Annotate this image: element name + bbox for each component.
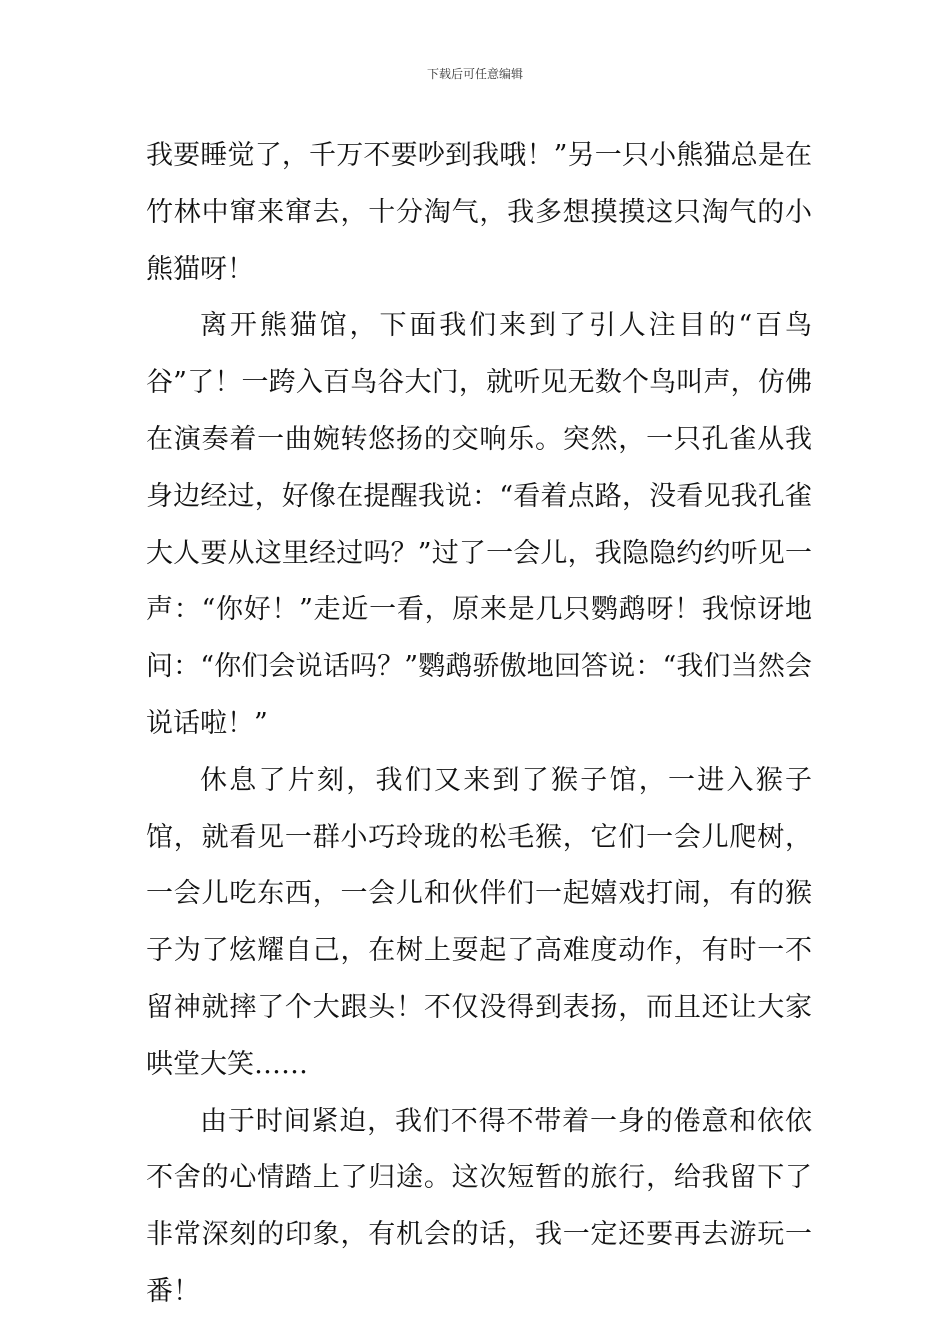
paragraph-2: 离开熊猫馆，下面我们来到了引人注目的“百鸟谷”了！一跨入百鸟谷大门，就听见无数个鸟叫声，仿佛在演奏着一曲婉转悠扬的交响乐。突然，一只孔雀从我身边经过，好像在提醒我说：“看着点路，没看见我孔雀大人要从这里经过吗？”过了一会儿，我隐隐约约听见一声：“你好！”走近一看，原来是几只鹦鹉呀！我惊讶地问：“你们会说话吗？”鹦鹉骄傲地回答说：“我们当然会说话啦！” (146, 310, 812, 739)
body-text (146, 128, 812, 1321)
paragraph-3: 休息了片刻，我们又来到了猴子馆，一进入猴子馆，就看见一群小巧玲珑的松毛猴，它们一会儿爬树，一会儿吃东西，一会儿和伙伴们一起嬉戏打闹，有的猴子为了炫耀自己，在树上耍起了高难度动作，有时一不留神就摔了个大跟头！不仅没得到表扬，而且还让大家哄堂大笑…… (146, 764, 812, 1080)
paragraph-4: 由于时间紧迫，我们不得不带着一身的倦意和依依不舍的心情踏上了归途。这次短暂的旅行，给我留下了非常深刻的印象，有机会的话，我一定还要再去游玩一番！ (146, 1105, 812, 1307)
page-header: 下载后可任意编辑 (426, 67, 523, 81)
paragraph-1: 我要睡觉了，千万不要吵到我哦！”另一只小熊猫总是在竹林中窜来窜去，十分淘气，我多想摸摸这只淘气的小熊猫呀！ (146, 140, 812, 285)
